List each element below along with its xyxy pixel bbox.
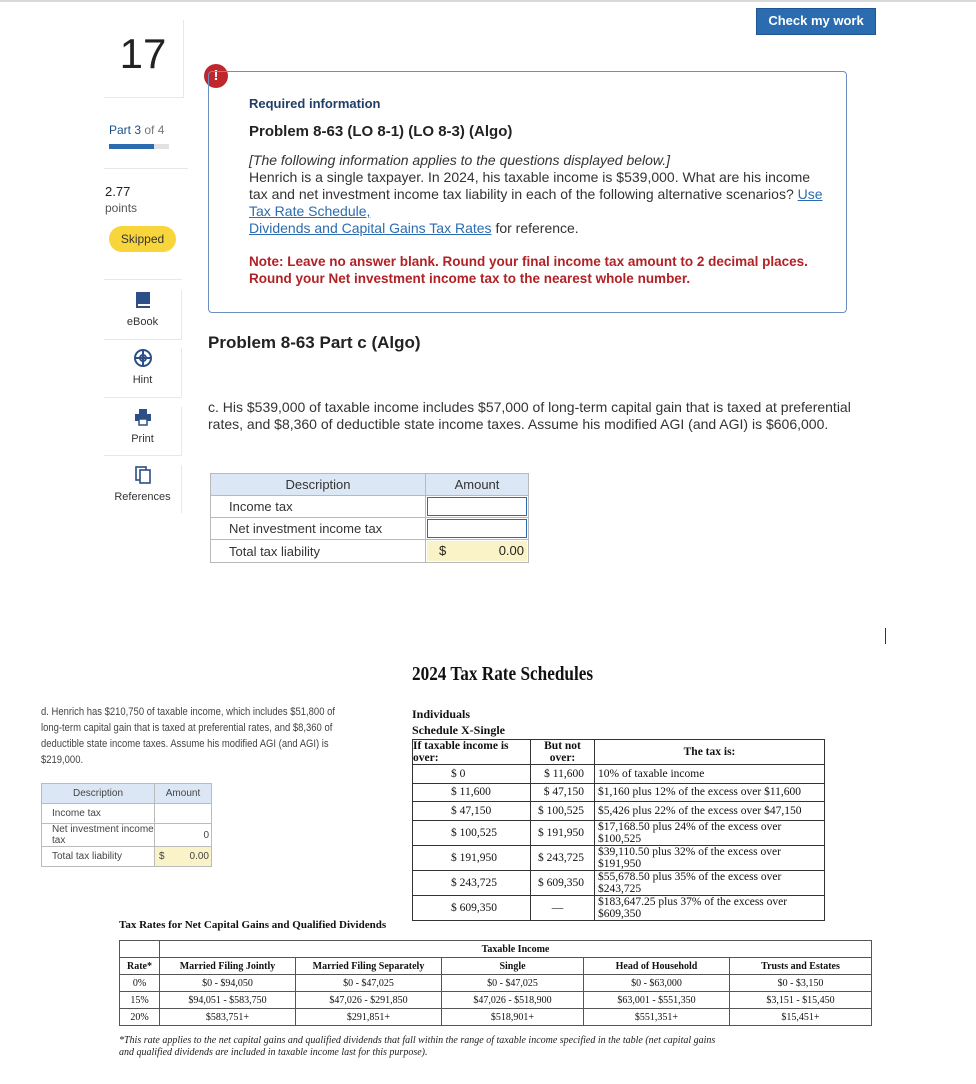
references-icon bbox=[133, 465, 153, 485]
cell: 20% bbox=[120, 1009, 160, 1026]
row-label: Net investment income tax bbox=[211, 518, 426, 540]
row-label: Income tax bbox=[211, 496, 426, 518]
part-indicator bbox=[109, 123, 164, 137]
schedule-header-over: If taxable income is over: bbox=[413, 740, 531, 765]
schedule-group: Individuals bbox=[412, 707, 471, 721]
cell: $ 609,350 bbox=[413, 895, 531, 920]
ebook-button[interactable] bbox=[104, 290, 182, 340]
schedule-header-not-over: But not over: bbox=[531, 740, 595, 765]
cg-spacer bbox=[120, 941, 160, 958]
question-number: 17 bbox=[119, 30, 167, 77]
part-d-table bbox=[41, 783, 212, 867]
total-tax-value bbox=[427, 541, 527, 561]
cell: $ 11,600 bbox=[413, 783, 531, 802]
cell: $ 243,725 bbox=[413, 870, 531, 895]
table-row bbox=[413, 870, 825, 895]
cell: $ 191,950 bbox=[413, 845, 531, 870]
row-value bbox=[155, 847, 212, 867]
hint-label: Hint bbox=[132, 374, 153, 386]
part-title: Problem 8-63 Part c (Algo) bbox=[208, 333, 421, 352]
cell: 0% bbox=[120, 975, 160, 992]
problem-text: Henrich is a single taxpayer. In 2024, his taxable income is $539,000. What are his income tax and net investment income tax liability in each of the following alternative scenarios? bbox=[249, 169, 811, 202]
problem-body bbox=[249, 152, 829, 237]
points-value: 2.77 bbox=[105, 184, 131, 199]
row-value bbox=[155, 804, 212, 824]
cap-gains-footnote: *This rate applies to the net capital gains and qualified dividends that fall within the range of taxable income specified in the table (net capital gains and qualified dividends are included in taxable income last for this purpose). bbox=[119, 1035, 716, 1058]
total-amount: 0.00 bbox=[498, 543, 524, 558]
table-row bbox=[211, 496, 529, 518]
cell: $518,901+ bbox=[442, 1009, 584, 1026]
cell: $ 191,950 bbox=[531, 820, 595, 845]
schedule-title: 2024 Tax Rate Schedules bbox=[412, 663, 594, 685]
table-row bbox=[120, 992, 872, 1009]
cell: — bbox=[531, 895, 595, 920]
cell: $ 47,150 bbox=[413, 802, 531, 821]
hint-icon bbox=[133, 348, 153, 368]
cg-header: Head of Household bbox=[584, 958, 730, 975]
cell: $47,026 - $291,850 bbox=[296, 992, 442, 1009]
hint-button[interactable] bbox=[104, 348, 182, 396]
part-d-question: d. Henrich has $210,750 of taxable income, which includes $51,800 of long-term capital gain that is taxed at preferential rates, and $8,360 of deductible state income taxes. Assume his modified AGI (and AGI) is $219,000. bbox=[41, 706, 335, 766]
schedule-name: Schedule X-Single bbox=[412, 723, 506, 737]
mini-header-description: Description bbox=[42, 784, 155, 804]
table-row bbox=[42, 824, 212, 847]
cell: $39,110.50 plus 32% of the excess over $191,950 bbox=[595, 845, 825, 870]
cell: $583,751+ bbox=[160, 1009, 296, 1026]
cg-header: Single bbox=[442, 958, 584, 975]
cell: $ 609,350 bbox=[531, 870, 595, 895]
cell: $17,168.50 plus 24% of the excess over $100,525 bbox=[595, 820, 825, 845]
table-row bbox=[211, 540, 529, 563]
rail-divider bbox=[104, 168, 188, 169]
row-label: Net investment income tax bbox=[42, 824, 155, 847]
cell: $ 243,725 bbox=[531, 845, 595, 870]
top-divider bbox=[0, 0, 976, 2]
table-row bbox=[413, 765, 825, 784]
print-button[interactable] bbox=[104, 407, 182, 455]
cell: $ 47,150 bbox=[531, 783, 595, 802]
cell: $47,026 - $518,900 bbox=[442, 992, 584, 1009]
cell: $0 - $63,000 bbox=[584, 975, 730, 992]
cell: $551,351+ bbox=[584, 1009, 730, 1026]
alert-icon: ! bbox=[204, 64, 228, 88]
points-label: points bbox=[105, 201, 138, 215]
mini-header-amount: Amount bbox=[155, 784, 212, 804]
part-of: of 4 bbox=[144, 123, 165, 137]
table-row bbox=[413, 895, 825, 920]
cell: $ 100,525 bbox=[413, 820, 531, 845]
cell: $0 - $3,150 bbox=[730, 975, 872, 992]
cell: $1,160 plus 12% of the excess over $11,600 bbox=[595, 783, 825, 802]
cell: $183,647.25 plus 37% of the excess over $609,350 bbox=[595, 895, 825, 920]
cell: $5,426 plus 22% of the excess over $47,150 bbox=[595, 802, 825, 821]
tool-divider bbox=[104, 397, 182, 398]
niit-input[interactable] bbox=[427, 519, 527, 538]
schedule-header-tax: The tax is: bbox=[595, 740, 825, 765]
print-icon bbox=[133, 407, 153, 427]
references-button[interactable] bbox=[104, 465, 182, 513]
cap-gains-table bbox=[119, 940, 872, 1026]
part-label: Part 3 bbox=[109, 123, 142, 137]
total-amount: 0.00 bbox=[189, 851, 209, 862]
tool-divider bbox=[104, 455, 182, 456]
dividends-cap-gains-link[interactable]: Dividends and Capital Gains Tax Rates bbox=[249, 220, 492, 236]
cell: 10% of taxable income bbox=[595, 765, 825, 784]
required-heading: Required information bbox=[249, 96, 381, 111]
cell: $ 11,600 bbox=[531, 765, 595, 784]
cell: $94,051 - $583,750 bbox=[160, 992, 296, 1009]
answer-table bbox=[210, 473, 529, 563]
row-value: 0 bbox=[155, 824, 212, 847]
schedule-subtitle bbox=[412, 706, 505, 738]
income-tax-input[interactable] bbox=[427, 497, 527, 516]
answer-header-description: Description bbox=[211, 474, 426, 496]
table-row bbox=[120, 975, 872, 992]
reference-text: for reference. bbox=[495, 220, 579, 236]
check-my-work-button[interactable]: Check my work bbox=[756, 8, 876, 35]
table-row bbox=[120, 1009, 872, 1026]
table-row bbox=[42, 804, 212, 824]
cg-header: Married Filing Separately bbox=[296, 958, 442, 975]
tax-rate-schedule-link[interactable]: Use Tax Rate Schedule, bbox=[249, 186, 823, 219]
cell: 15% bbox=[120, 992, 160, 1009]
print-label: Print bbox=[131, 433, 154, 445]
rounding-note: Note: Leave no answer blank. Round your final income tax amount to 2 decimal places. Round your Net investment income tax to the nearest whole number. bbox=[249, 254, 808, 286]
cell: $0 - $94,050 bbox=[160, 975, 296, 992]
cell: $ 0 bbox=[413, 765, 531, 784]
table-row bbox=[211, 518, 529, 540]
part-c-question: c. His $539,000 of taxable income includes $57,000 of long-term capital gain that is taxed at preferential rates, and $8,360 of deductible state income taxes. Assume his modified AGI (and AGI) is $606,000. bbox=[208, 399, 851, 432]
cell: $291,851+ bbox=[296, 1009, 442, 1026]
table-row bbox=[413, 802, 825, 821]
ebook-icon bbox=[133, 290, 153, 310]
references-label: References bbox=[114, 491, 171, 503]
table-row bbox=[413, 820, 825, 845]
ebook-label: eBook bbox=[126, 316, 159, 328]
cell: $ 100,525 bbox=[531, 802, 595, 821]
status-badge: Skipped bbox=[109, 226, 176, 252]
cg-header: Trusts and Estates bbox=[730, 958, 872, 975]
table-row bbox=[413, 783, 825, 802]
intro-note: [The following information applies to the questions displayed below.] bbox=[249, 152, 671, 168]
cell: $15,451+ bbox=[730, 1009, 872, 1026]
problem-title: Problem 8-63 (LO 8-1) (LO 8-3) (Algo) bbox=[249, 123, 513, 140]
part-progress-fill bbox=[109, 144, 154, 149]
text-cursor bbox=[885, 628, 886, 644]
cell: $0 - $47,025 bbox=[296, 975, 442, 992]
cg-header: Rate* bbox=[120, 958, 160, 975]
cell: $0 - $47,025 bbox=[442, 975, 584, 992]
row-label: Income tax bbox=[42, 804, 155, 824]
tax-schedule-table bbox=[412, 739, 825, 921]
cap-gains-title: Tax Rates for Net Capital Gains and Qualified Dividends bbox=[119, 919, 387, 931]
tool-divider bbox=[104, 339, 182, 340]
currency-symbol: $ bbox=[159, 851, 165, 862]
tool-divider bbox=[104, 279, 182, 280]
cell: $63,001 - $551,350 bbox=[584, 992, 730, 1009]
cg-header: Married Filing Jointly bbox=[160, 958, 296, 975]
row-label: Total tax liability bbox=[211, 540, 426, 563]
cell: $3,151 - $15,450 bbox=[730, 992, 872, 1009]
table-row bbox=[42, 847, 212, 867]
cg-group-header: Taxable Income bbox=[160, 941, 872, 958]
currency-symbol: $ bbox=[439, 543, 447, 558]
table-row bbox=[413, 845, 825, 870]
answer-header-amount: Amount bbox=[426, 474, 529, 496]
cell: $55,678.50 plus 35% of the excess over $243,725 bbox=[595, 870, 825, 895]
row-label: Total tax liability bbox=[42, 847, 155, 867]
